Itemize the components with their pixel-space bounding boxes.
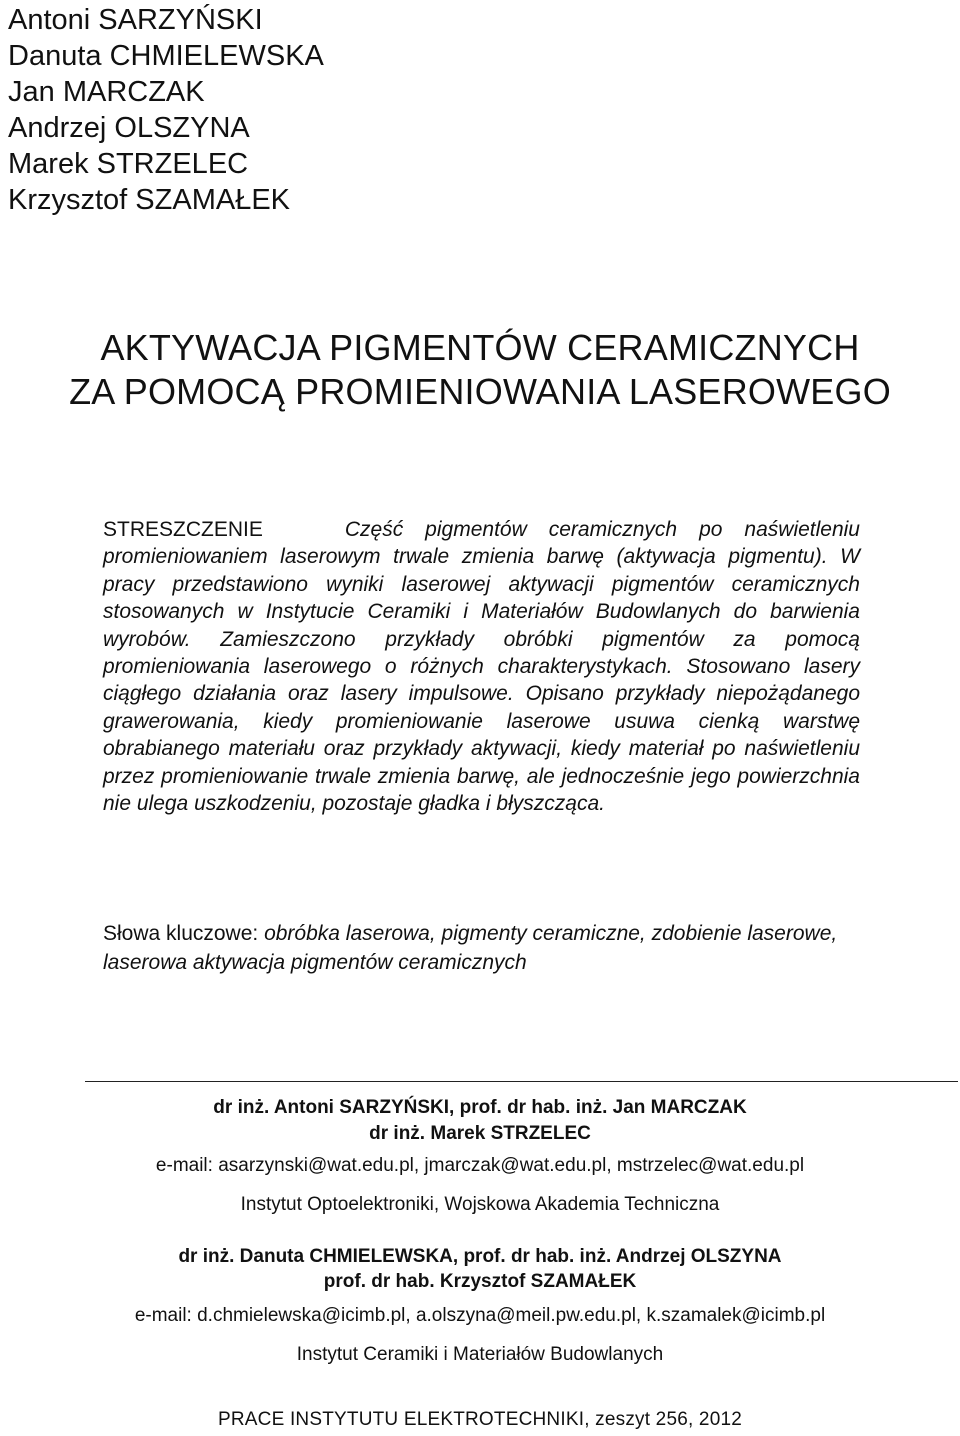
affiliation-email: e-mail: d.chmielewska@icimb.pl, a.olszyna@meil.pw.edu.pl, k.szamalek@icimb.pl (134, 1305, 826, 1326)
affiliation-email: e-mail: asarzynski@wat.edu.pl, jmarczak@wat.edu.pl, mstrzelec@wat.edu.pl (155, 1155, 805, 1176)
paper-title (0, 326, 960, 414)
author-name: Marek STRZELEC (8, 148, 249, 180)
keywords-text: obróbka laserowa, pigmenty ceramiczne, zdobienie laserowe, laserowa aktywacja pigmentów ceramicznych (103, 922, 838, 974)
author-name: Andrzej OLSZYNA (8, 112, 250, 144)
affiliation-names: prof. dr hab. Krzysztof SZAMAŁEK (323, 1271, 637, 1292)
author-name: Krzysztof SZAMAŁEK (8, 184, 291, 216)
affiliation-names: dr inż. Danuta CHMIELEWSKA, prof. dr hab. inż. Andrzej OLSZYNA (178, 1246, 782, 1267)
author-name: Antoni SARZYŃSKI (8, 4, 263, 36)
affiliation-names: dr inż. Marek STRZELEC (369, 1123, 591, 1144)
author-name: Jan MARCZAK (8, 76, 205, 108)
paper-title-line: ZA POMOCĄ PROMIENIOWANIA LASEROWEGO (69, 371, 891, 412)
keywords-label: Słowa kluczowe: (103, 922, 259, 945)
paper-title-line: AKTYWACJA PIGMENTÓW CERAMICZNYCH (100, 327, 860, 368)
abstract (103, 516, 860, 817)
affiliation-institute: Instytut Ceramiki i Materiałów Budowlanych (296, 1344, 664, 1365)
footnote-divider (85, 1081, 958, 1082)
abstract-text: Część pigmentów ceramicznych po naświetleniu promieniowaniem laserowym trwale zmienia barwę (aktywacja pigmentu). W pracy przedstawiono wyniki laserowej aktywacji pigmentów ceramicznych stosowanych w Instytucie Ceramiki i Materiałów Budowlanych do barwienia wyrobów. Zamieszczono przykłady obróbki pigmentów za pomocą promieniowania laserowego o różnych charakterystykach. Stosowano lasery ciągłego działania oraz lasery impulsowe. Opisano przykłady niepożądanego grawerowania, kiedy promieniowanie laserowe usuwa cienką warstwę obrabianego materiału oraz przykłady aktywacji, kiedy materiał po naświetleniu przez promieniowanie trwale zmienia barwę, ale jednocześnie jego powierzchnia nie ulega uszkodzeniu, pozostaje gładka i błyszcząca. (103, 518, 860, 816)
abstract-label: STRESZCZENIE (103, 518, 263, 541)
author-name: Danuta CHMIELEWSKA (8, 40, 324, 72)
author-list (8, 2, 324, 218)
journal-footer: PRACE INSTYTUTU ELEKTROTECHNIKI, zeszyt 256, 2012 (218, 1409, 742, 1430)
affiliation-institute: Instytut Optoelektroniki, Wojskowa Akademia Techniczna (240, 1194, 720, 1215)
affiliation-names: dr inż. Antoni SARZYŃSKI, prof. dr hab. inż. Jan MARCZAK (213, 1097, 747, 1118)
keywords (103, 919, 860, 977)
